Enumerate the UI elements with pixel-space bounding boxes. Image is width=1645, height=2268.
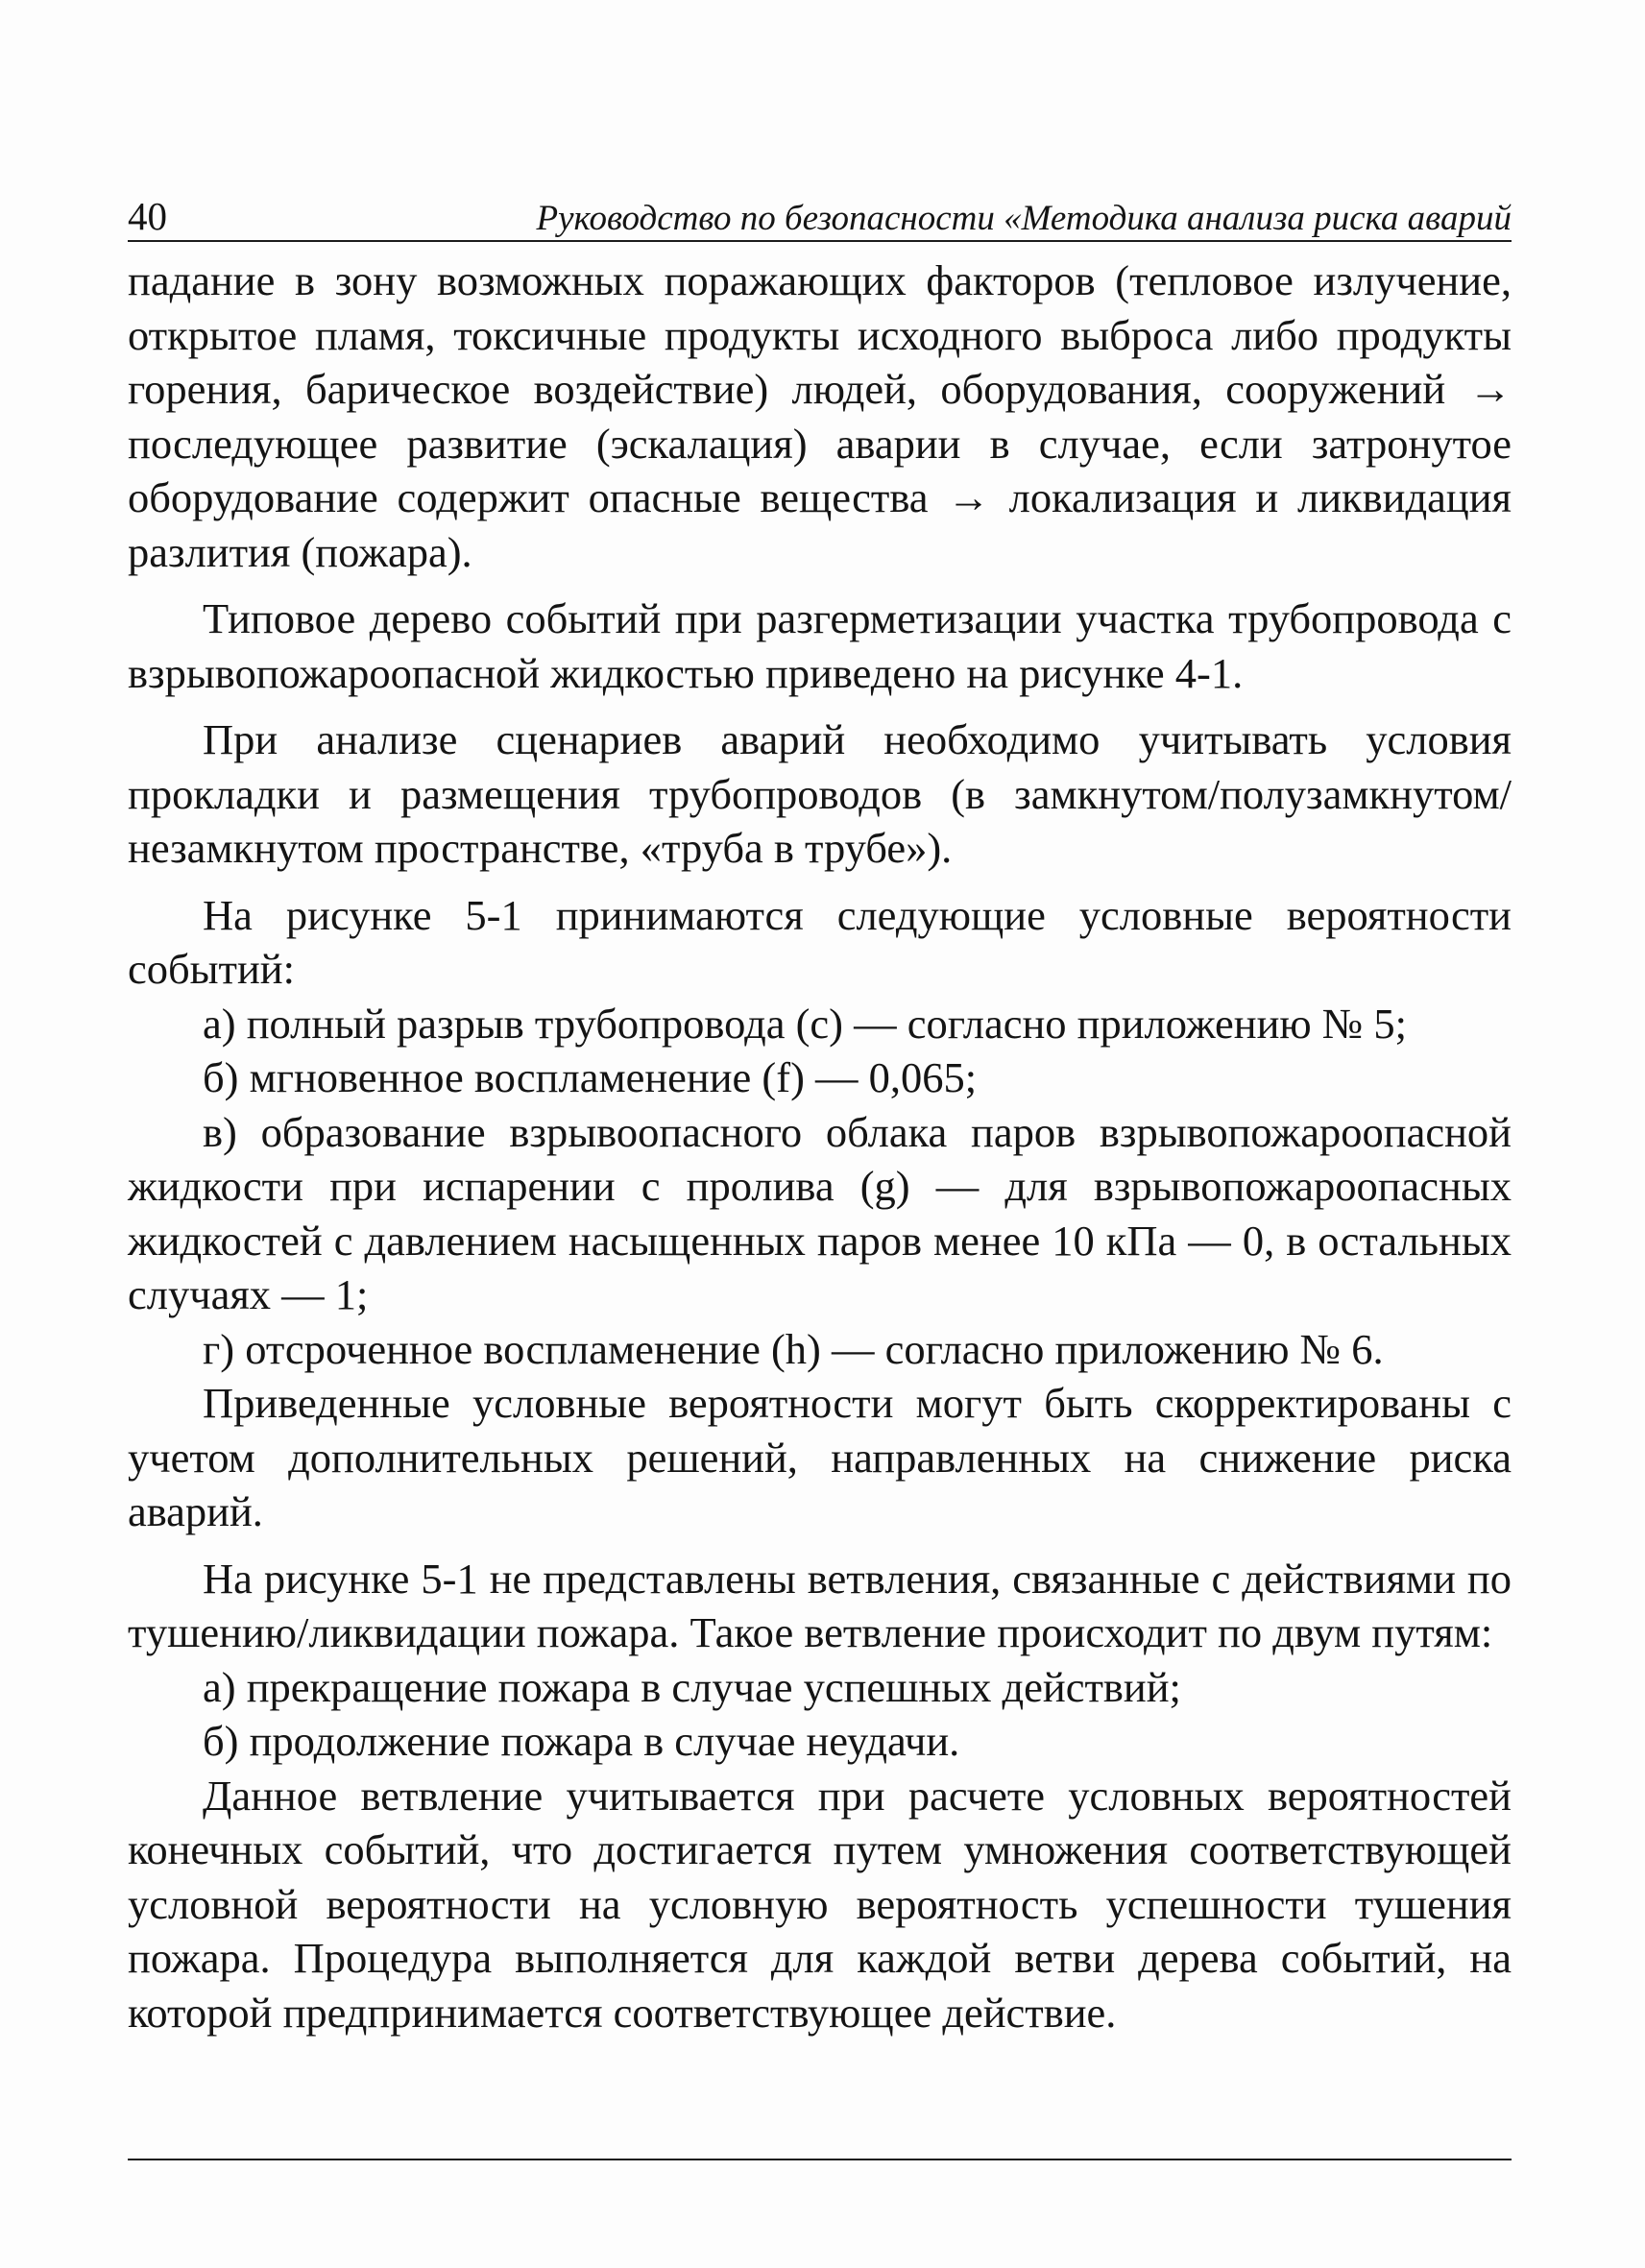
paragraph-branch-calculation: Данное ветвление учитывается при расчете условных вероятностей конечных событий, что достигается путем умножения соответствующей условной вероятности на условную вероятность успешности тушения пожара. Процедура выполняется для каждой ветви дерева событий, на которой предпринимается соответствующее действие. [128, 1771, 1512, 2037]
paragraph-continuation: падание в зону возможных поражающих факторов (тепловое излучение, открытое пламя, токсичные продукты исходного выброса либо продукты горения, барическое воздействие) людей, оборудования, сооружений → последующее развитие (эскалация) аварии в случае, если затронутое оборудование содержит опасные вещества → локализация и ликвидация разлития (пожара). [128, 256, 1512, 576]
body-text [128, 253, 1512, 2039]
page-number: 40 [128, 194, 167, 238]
paragraph-event-tree-reference: Типовое дерево событий при разгерметизации участка трубопровода с взрывопожароопасной жидкостью приведено на рисунке 4-1. [128, 594, 1512, 697]
running-header [128, 182, 1512, 236]
list-item-b: б) мгновенное воспламенение (f) — 0,065; [203, 1053, 978, 1101]
header-rule [128, 240, 1512, 242]
paragraph-conditional-probabilities-intro: На рисунке 5-1 принимаются следующие условные вероятности событий: [128, 890, 1512, 993]
paragraph-probability-adjustment: Приведенные условные вероятности могут быть скорректированы с учетом дополнительных решений, направленных на снижение риска аварий. [128, 1379, 1512, 1535]
branch-item-b: б) продолжение пожара в случае неудачи. [203, 1717, 960, 1765]
branch-item-a: а) прекращение пожара в случае успешных действий; [203, 1662, 1181, 1711]
list-item-g: г) отсроченное воспламенение (h) — согласно приложению № 6. [203, 1324, 1384, 1373]
paragraph-firefighting-branches: На рисунке 5-1 не представлены ветвления, связанные с действиями по тушению/ликвидации пожара. Такое ветвление происходит по двум путям: [128, 1554, 1512, 1656]
running-title: Руководство по безопасности «Методика анализа риска аварий [536, 199, 1512, 238]
list-item-a: а) полный разрыв трубопровода (c) — согласно приложению № 5; [203, 999, 1407, 1048]
footer-rule [128, 2159, 1512, 2160]
paragraph-scenario-analysis: При анализе сценариев аварий необходимо учитывать условия прокладки и размещения трубопроводов (в замкнутом/полузамкнутом/незамкнутом пространстве, «труба в трубе»). [128, 715, 1512, 872]
list-item-v: в) образование взрывоопасного облака паров взрывопожароопасной жидкости при испарении с пролива (g) — для взрывопожароопасных жидкостей с давлением насыщенных паров менее 10 кПа — 0, в остальных случаях — 1; [128, 1107, 1512, 1318]
